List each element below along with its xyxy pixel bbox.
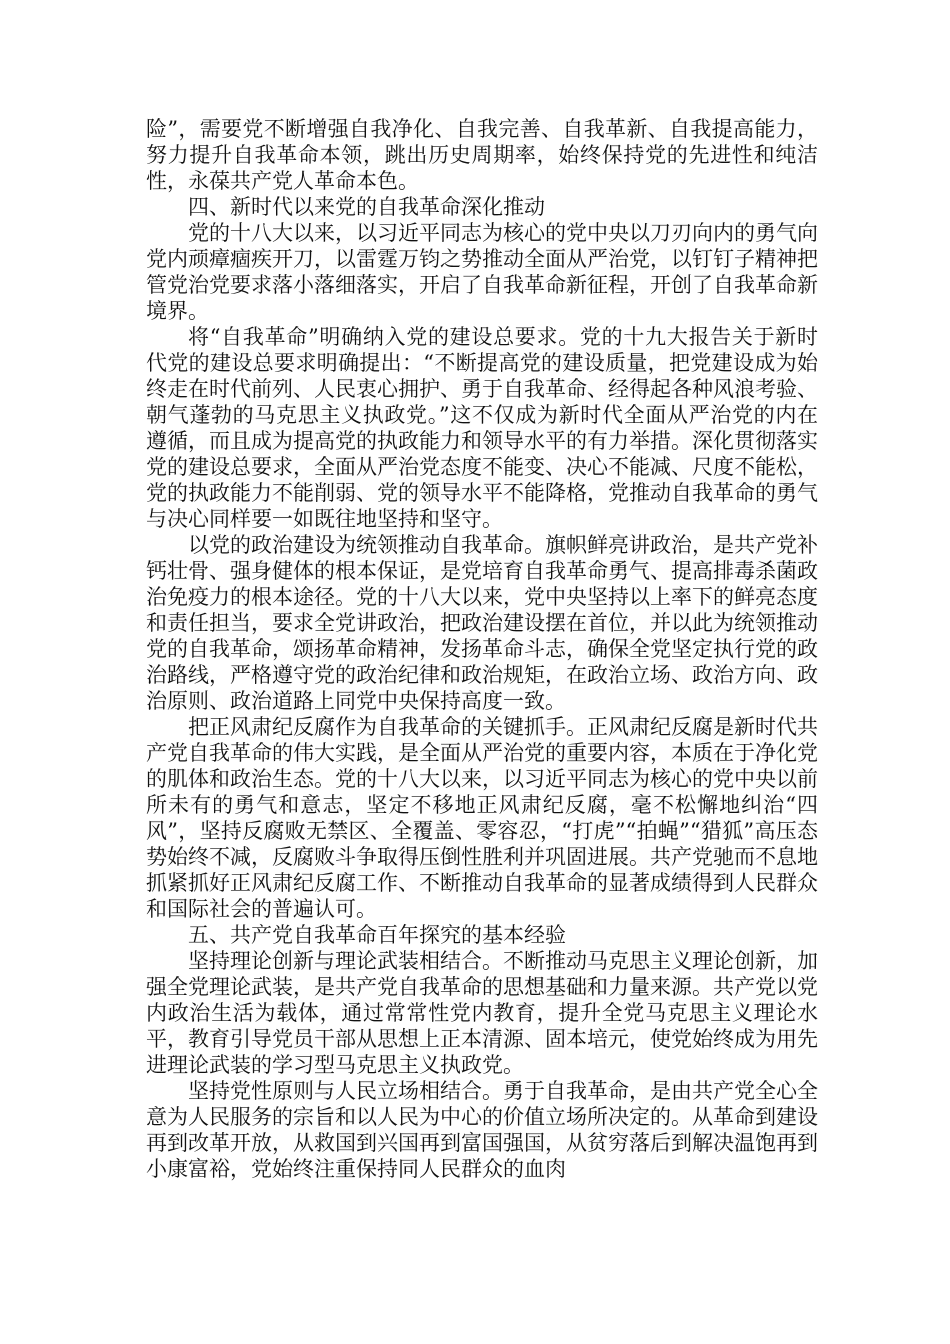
paragraph-body: 党的十八大以来，以习近平同志为核心的党中央以刀刃向内的勇气向党内顽瘴痼疾开刀，以雷霆万钧之势推动全面从严治党，以钉钉子精神把管党治党要求落小落细落实，开启了自我革命新征程，开创了自我革命新境界。 [146, 221, 818, 323]
paragraph-body: 坚持理论创新与理论武装相结合。不断推动马克思主义理论创新，加强全党理论武装，是共产党自我革命的思想基础和力量来源。共产党以党内政治生活为载体，通过常常性党内教育，提升全党马克思主义理论水平，教育引导党员干部从思想上正本清源、固本培元，使党始终成为用先进理论武装的学习型马克思主义执政党。 [146, 949, 818, 1077]
paragraph-body: 将“自我革命”明确纳入党的建设总要求。党的十九大报告关于新时代党的建设总要求明确提出：“不断提高党的建设质量，把党建设成为始终走在时代前列、人民衷心拥护、勇于自我革命、经得起各种风浪考验、朝气蓬勃的马克思主义执政党。”这不仅成为新时代全面从严治党的内在遵循，而且成为提高党的执政能力和领导水平的有力举措。深化贯彻落实党的建设总要求，全面从严治党态度不能变、决心不能减、尺度不能松，党的执政能力不能削弱、党的领导水平不能降格，党推动自我革命的勇气与决心同样要一如既往地坚持和坚守。 [146, 325, 818, 531]
paragraph-body: 坚持党性原则与人民立场相结合。勇于自我革命，是由共产党全心全意为人民服务的宗旨和以人民为中心的价值立场所决定的。从革命到建设再到改革开放，从救国到兴国再到富国强国，从贫穷落后到解决温饱再到小康富裕，党始终注重保持同人民群众的血肉 [146, 1079, 818, 1181]
section-heading-four: 四、新时代以来党的自我革命深化推动 [188, 195, 545, 219]
document-page [146, 116, 818, 1182]
section-heading-five: 五、共产党自我革命百年探究的基本经验 [188, 923, 566, 947]
paragraph-body: 把正风肃纪反腐作为自我革命的关键抓手。正风肃纪反腐是新时代共产党自我革命的伟大实践，是全面从严治党的重要内容，本质在于净化党的肌体和政治生态。党的十八大以来，以习近平同志为核心的党中央以前所未有的勇气和意志，坚定不移地正风肃纪反腐，毫不松懈地纠治“四风”，坚持反腐败无禁区、全覆盖、零容忍，“打虎”“拍蝇”“猎狐”高压态势始终不减，反腐败斗争取得压倒性胜利并巩固进展。共产党驰而不息地抓紧抓好正风肃纪反腐工作、不断推动自我革命的显著成绩得到人民群众和国际社会的普遍认可。 [146, 715, 818, 921]
paragraph-continuation: 险”，需要党不断增强自我净化、自我完善、自我革新、自我提高能力，努力提升自我革命本领，跳出历史周期率，始终保持党的先进性和纯洁性，永葆共产党人革命本色。 [146, 117, 818, 193]
paragraph-body: 以党的政治建设为统领推动自我革命。旗帜鲜亮讲政治，是共产党补钙壮骨、强身健体的根本保证，是党培育自我革命勇气、提高排毒杀菌政治免疫力的根本途径。党的十八大以来，党中央坚持以上率下的鲜亮态度和责任担当，要求全党讲政治，把政治建设摆在首位，并以此为统领推动党的自我革命，颂扬革命精神，发扬革命斗志，确保全党坚定执行党的政治路线，严格遵守党的政治纪律和政治规矩，在政治立场、政治方向、政治原则、政治道路上同党中央保持高度一致。 [146, 533, 818, 713]
